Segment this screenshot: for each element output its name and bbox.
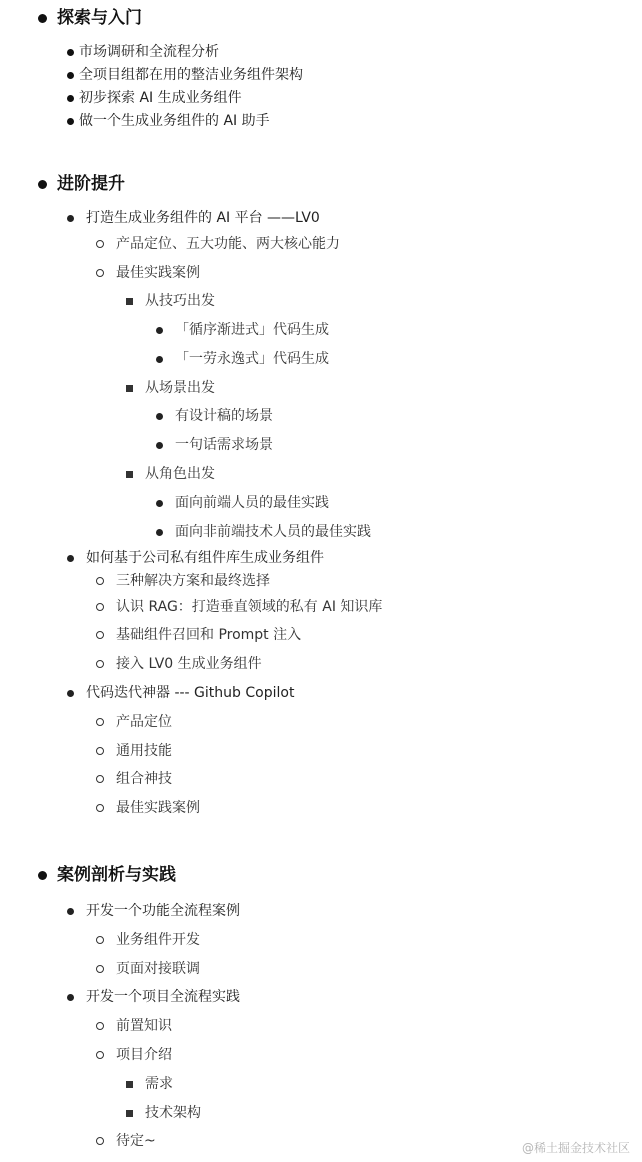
list-item: 从场景出发 (145, 380, 215, 396)
square-bullet-icon (126, 385, 133, 392)
list-item: 三种解决方案和最终选择 (116, 573, 270, 589)
bullet-icon (67, 215, 74, 222)
circle-bullet-icon (96, 936, 104, 944)
list-item: 代码迭代神器 --- Github Copilot (86, 685, 295, 701)
list-item: 基础组件召回和 Prompt 注入 (116, 627, 302, 643)
list-item: 认识 RAG：打造垂直领域的私有 AI 知识库 (116, 599, 383, 615)
circle-bullet-icon (96, 603, 104, 611)
bullet-icon (67, 690, 74, 697)
square-bullet-icon (126, 471, 133, 478)
list-item: 项目介绍 (116, 1047, 172, 1063)
list-item: 最佳实践案例 (116, 800, 200, 816)
list-item: 开发一个功能全流程案例 (86, 903, 240, 919)
circle-bullet-icon (96, 1022, 104, 1030)
bullet-icon (67, 994, 74, 1001)
bullet-icon (38, 14, 47, 23)
list-item: 一句话需求场景 (175, 437, 273, 453)
bullet-icon (156, 442, 163, 449)
bullet-icon (67, 95, 74, 102)
watermark: @稀土掘金技术社区 (521, 1141, 630, 1155)
bullet-icon (156, 327, 163, 334)
list-item: 从技巧出发 (145, 293, 215, 309)
section-title: 探索与入门 (57, 8, 142, 28)
list-item: 初步探索 AI 生成业务组件 (79, 90, 242, 106)
list-item: 打造生成业务组件的 AI 平台 ——LV0 (86, 210, 320, 226)
list-item: 「循序渐进式」代码生成 (175, 322, 329, 338)
list-item: 产品定位 (116, 714, 172, 730)
circle-bullet-icon (96, 965, 104, 973)
list-item: 从角色出发 (145, 466, 215, 482)
square-bullet-icon (126, 1081, 133, 1088)
section-title: 进阶提升 (57, 174, 125, 194)
square-bullet-icon (126, 1110, 133, 1117)
square-bullet-icon (126, 298, 133, 305)
list-item: 开发一个项目全流程实践 (86, 989, 240, 1005)
circle-bullet-icon (96, 775, 104, 783)
bullet-icon (67, 555, 74, 562)
circle-bullet-icon (96, 1137, 104, 1145)
circle-bullet-icon (96, 747, 104, 755)
list-item: 业务组件开发 (116, 932, 200, 948)
list-item: 产品定位、五大功能、两大核心能力 (116, 236, 340, 252)
list-item: 组合神技 (116, 771, 172, 787)
list-item: 页面对接联调 (116, 961, 200, 977)
list-item: 市场调研和全流程分析 (79, 44, 219, 60)
list-item: 面向前端人员的最佳实践 (175, 495, 329, 511)
list-item: 待定~ (116, 1133, 156, 1149)
list-item: 接入 LV0 生成业务组件 (116, 656, 262, 672)
list-item: 有设计稿的场景 (175, 408, 273, 424)
bullet-icon (67, 908, 74, 915)
bullet-icon (156, 356, 163, 363)
list-item: 「一劳永逸式」代码生成 (175, 351, 329, 367)
bullet-icon (156, 413, 163, 420)
list-item: 技术架构 (145, 1105, 201, 1121)
circle-bullet-icon (96, 631, 104, 639)
circle-bullet-icon (96, 718, 104, 726)
bullet-icon (67, 72, 74, 79)
bullet-icon (38, 180, 47, 189)
list-item: 做一个生成业务组件的 AI 助手 (79, 113, 270, 129)
list-item: 如何基于公司私有组件库生成业务组件 (86, 550, 324, 566)
circle-bullet-icon (96, 269, 104, 277)
bullet-icon (67, 49, 74, 56)
circle-bullet-icon (96, 577, 104, 585)
circle-bullet-icon (96, 660, 104, 668)
list-item: 需求 (145, 1076, 173, 1092)
list-item: 前置知识 (116, 1018, 172, 1034)
bullet-icon (38, 871, 47, 880)
bullet-icon (156, 500, 163, 507)
list-item: 全项目组都在用的整洁业务组件架构 (79, 67, 303, 83)
circle-bullet-icon (96, 240, 104, 248)
circle-bullet-icon (96, 1051, 104, 1059)
list-item: 最佳实践案例 (116, 265, 200, 281)
bullet-icon (156, 529, 163, 536)
list-item: 面向非前端技术人员的最佳实践 (175, 524, 371, 540)
list-item: 通用技能 (116, 743, 172, 759)
bullet-icon (67, 118, 74, 125)
section-title: 案例剖析与实践 (57, 865, 176, 885)
circle-bullet-icon (96, 804, 104, 812)
